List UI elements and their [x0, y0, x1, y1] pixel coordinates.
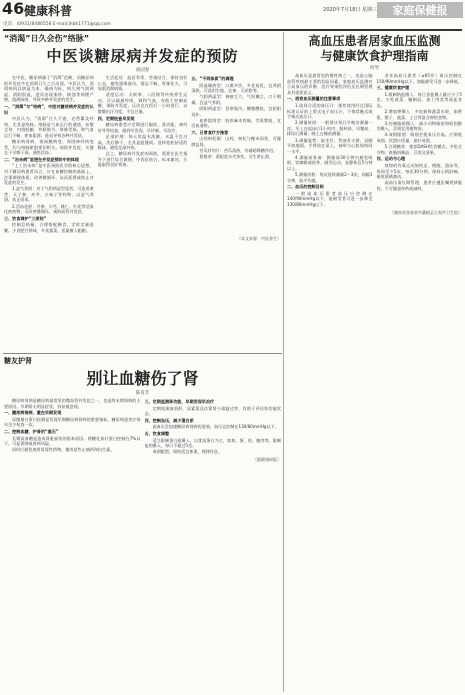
contact-info: 电话：(0931)8480558 E-mail:jhbk1771@qq.com — [3, 22, 111, 27]
subheading: 六、日常食疗方推荐 — [191, 129, 229, 135]
paragraph: 足部护理：每天用温水洗脚，水温不宜过高，洗后擦干，尤其是趾缝间。选择宽松舒适的鞋袜，避免足部外伤。 — [97, 133, 188, 151]
paragraph: 血瘀阻络型：肢体麻木疼痛，舌质紫暗，宜活血通络。 — [191, 117, 281, 129]
subheading: 三、饮食调护“三原则” — [4, 215, 47, 221]
paragraph: 山药枸杞粥：山药、枸杞与粳米同煮，可健脾益肾。 — [191, 136, 281, 148]
paragraph: 同时应避免使用肾毒性药物，慎用某些止痛药和抗生素。 — [12, 447, 115, 453]
paragraph: 糖尿病患者应定期进行眼底、肾功能、神经传导等检查，做到早发现、早诊断、早治疗。 — [97, 122, 188, 133]
paragraph: 尿微量白蛋白检测是发现早期糖尿病肾病的重要指标。糖尿病患者应每年至少检查一次。 — [4, 416, 141, 428]
paragraph: 2.增加钾摄入：多吃新鲜蔬菜水果，如香蕉、橙子、菠菜、土豆等富含钾的食物。 — [376, 109, 462, 120]
paragraph: 2.测量时间：一般建议每日早晚各测量一次。早上在起床后1小时内、服药前、早餐前、排尿后测量；晚上在睡前测量。 — [287, 120, 373, 137]
article-headline: 别让血糖伤了肾 — [86, 369, 199, 388]
paragraph: 适度运动：太极拳、八段锦等传统养生运动，可以疏通经络，调和气血，有助于控制血糖，预防并发症。运动宜在饭后一小时进行，以微微出汗为度，不宜过量。 — [97, 92, 188, 115]
paragraph: “上工治未病”是中医预防医学的核心思想。对于糖尿病患者而言，应在血糖控制的基础上，注重调理体质，改善微循环，从而延缓或防止并发症的发生。 — [4, 163, 94, 186]
subheading: 一、居家血压测量的注意事项 — [287, 96, 341, 102]
article-credit: （湖南省张家界市桑植县王家坪卫生院） — [390, 210, 462, 216]
subheading: 二、控制血糖，护肾的“基石” — [4, 428, 59, 434]
paragraph: 生活起居：起居有常，劳逸结合，保持良好心态，避免情绪波动。情志不畅，肝郁化火，可加重消渴病情。 — [97, 75, 188, 92]
paragraph: 高血压是最常见的慢性病之一，也是心脑血管疾病最主要的危险因素。家庭血压监测对于高血压的诊断、治疗效果的评估及长期管理具有重要意义。 — [287, 73, 373, 95]
section-title: 健康科普 — [24, 4, 73, 18]
paragraph: 适当限制蛋白质摄入，以优质蛋白为主，如鱼、蛋、奶、瘦肉等。限制盐的摄入，每日不超过5克。 — [144, 437, 281, 449]
article-headline-line2: 与健康饮食护理指南 — [320, 49, 429, 63]
paragraph: 中医认为，“消渴”日久不愈，必然累及经络，尤其是络脉。络脉是气血运行的通道，布散全身，内络脏腑，外联肢节。络脉受损，则气血运行不畅，瘀血阻滞，进而导致各种并发症。 — [4, 116, 94, 138]
paragraph: 1.选择合适的血压计：推荐使用经过国际标准认证的上臂式电子血压计，不推荐腕式或手指式血压计。 — [287, 102, 373, 120]
subheading: 五、饮食调整 — [144, 430, 170, 436]
article-kicker: “消渴”日久会伤“络脉” — [4, 34, 90, 43]
paragraph: 高血压需长期管理，患者应遵医嘱规律服药，不可随意停药或减药。 — [376, 180, 462, 191]
paragraph: 老年高血压患者（≥65岁）血压控制在150/90mmHg以下，如能耐受可进一步降低。 — [376, 73, 462, 84]
paragraph: 5.测量次数：每次连续测量2～3次，间隔1分钟，取平均值。 — [287, 172, 373, 183]
article-byline: 陈育芳 — [135, 391, 150, 396]
paragraph: 定期检测血肌酐、尿素氮及估算肾小球滤过率，有助于评估肾功能状态。 — [144, 405, 281, 417]
subheading: 一、“消渴”与“络病”，中医对糖尿病并发症的认识 — [4, 103, 94, 115]
paragraph: 控制总热量，合理搭配膳食，定时定量进餐。少食肥甘厚味，多食蔬菜，适量摄入粗粮。 — [4, 222, 94, 233]
article-kidney-protection — [4, 356, 281, 691]
subheading: 三、健康饮食护理 — [376, 85, 410, 91]
subheading: 四、控制血压，减少蛋白尿 — [144, 417, 194, 423]
subheading: 一、糖尿病肾病，重在早期发现 — [4, 410, 62, 416]
article-divider — [3, 353, 282, 354]
newspaper-title: 家庭保健报 — [377, 2, 463, 18]
paragraph: 4.测量前准备：测量前30分钟内避免吸烟、饮咖啡或浓茶、剧烈运动，安静休息5分钟以上。 — [287, 154, 373, 171]
subheading: 二、“治未病”思想在并发症预防中的体现 — [4, 156, 79, 162]
article-headline: 中医谈糖尿病并发症的预防 — [46, 47, 239, 65]
page-number: 46 — [2, 0, 25, 18]
paragraph: 葛根茶：葛根泡水代茶饮，可生津止渴。 — [199, 154, 274, 160]
article-column — [191, 75, 281, 234]
paragraph: 气阴两虚型：神疲乏力，气短懒言，口干咽燥，宜益气养阴。 — [191, 94, 281, 105]
paragraph: 规律的有氧运动如快走、慢跑、游泳等，每周至少5次，每次30分钟。保持心情舒畅，避免情绪激动。 — [376, 162, 462, 180]
subheading: 二、血压的控制目标 — [287, 184, 324, 190]
article-column — [4, 75, 94, 234]
paragraph: 阴虚燥热型：口渴多饮，多食易饥，宜养阴清热。可选用生地、玄参、天花粉等。 — [191, 82, 281, 94]
header-rule — [3, 29, 462, 31]
paragraph: 3.控制脂肪摄入：减少动物脂肪和胆固醇的摄入，烹调宜用植物油。 — [376, 120, 462, 132]
paragraph: 阴阳两虚型：畏寒肢冷，腰膝酸软，宜阴阳双补。 — [191, 105, 281, 117]
paragraph: 4.戒烟限酒：吸烟会使血压升高，应彻底戒烟。饮酒应适量，最好戒酒。 — [376, 132, 462, 144]
article-diabetes-complications — [4, 33, 281, 351]
article-kicker: 糖友护肾 — [4, 357, 32, 365]
article-column — [145, 398, 282, 455]
issue-date: 2020年7月18日 星期三 — [323, 7, 377, 13]
paragraph: 1.益气养阴：对于气阴两虚型患者，可选用黄芪、太子参、麦冬、五味子等药物，以益气养阴，扶正固本。 — [4, 186, 94, 203]
paragraph: 一般高血压患者血压应控制在140/90mmHg以下，能耐受者可进一步降至130/80mmHg以下。 — [287, 190, 373, 208]
paragraph: 高血压会加速糖尿病肾病的进展。血压宜控制在130/80mmHg以下。 — [152, 424, 279, 430]
article-headline-line1: 高血压患者居家血压监测 — [308, 34, 441, 48]
article-column — [98, 75, 188, 234]
paragraph: 糖尿病肾病是糖尿病最常见的微血管并发症之一，也是终末期肾病的主要原因。早期常无明显症状，容易被忽视。 — [4, 398, 141, 409]
subheading: 三、定期监测肾功能，早期发现早治疗 — [144, 399, 215, 404]
article-column — [287, 73, 373, 208]
paragraph: 苦瓜炒肉片：苦瓜清热，有辅助降糖作用。 — [199, 148, 278, 154]
article-credit: （据健康时报） — [253, 457, 281, 463]
article-byline: 何琴 — [370, 66, 379, 71]
article-column — [4, 398, 141, 455]
paragraph: 3.测量姿势：取坐位，背部有支撑，双脚平放地面，手臂放在桌上，袖带与心脏保持同一水平。 — [287, 137, 373, 154]
paragraph: 2.活血化瘀：丹参、川芎、桃仁、红花等活血化瘀药物，可改善微循环，预防血管并发症。 — [4, 203, 94, 215]
article-column — [377, 73, 463, 208]
subheading: 四、运动与心理 — [376, 156, 406, 162]
paragraph: 长期高血糖是造成肾脏损伤的根本原因。将糖化血红蛋白控制在7%以下，可显著降低肾病风险。 — [4, 435, 141, 447]
paragraph: 戒烟限酒，保持适宜体重，规律作息。 — [152, 449, 223, 455]
paragraph: 总之，糖尿病并发症的预防，需要在医生指导下进行综合调理，中西医结合，标本兼治，方能取得良好效果。 — [97, 151, 188, 168]
article-byline: 南国春 — [135, 68, 150, 73]
paragraph: 1.限制钠盐摄入：每日食盐摄入量应少于5克。少吃咸菜、腌制品、加工肉类等高盐食品。 — [376, 91, 462, 108]
subheading: 五、“不同体质”的调理 — [191, 76, 234, 81]
paragraph: 糖尿病肾病、视网膜病变、周围神经病变等，均与络脉瘀阻密切相关。预防并发症，关键在于早期干预，通络活血。 — [4, 139, 94, 156]
paragraph: 在中医，糖尿病属于“消渴”范畴，而糖尿病的并发症多在消渴日久之后出现。中医认为，消渴病机以阴虚为本、燥热为标，病久则气阴两虚、阴阳俱虚，进而出现血瘀、痰浊等病理产物，阻滞脉络，导致多种并发症的发生。 — [4, 75, 94, 103]
subheading: 四、定期检查早发现 — [97, 115, 135, 121]
article-hypertension — [287, 34, 462, 691]
paragraph: 5.合理膳食：推荐DASH饮食模式，多吃全谷物、低脂奶制品、豆类及坚果。 — [376, 144, 462, 155]
column-divider — [283, 32, 284, 692]
article-credit: （本文来源：中医养生） — [237, 236, 281, 242]
